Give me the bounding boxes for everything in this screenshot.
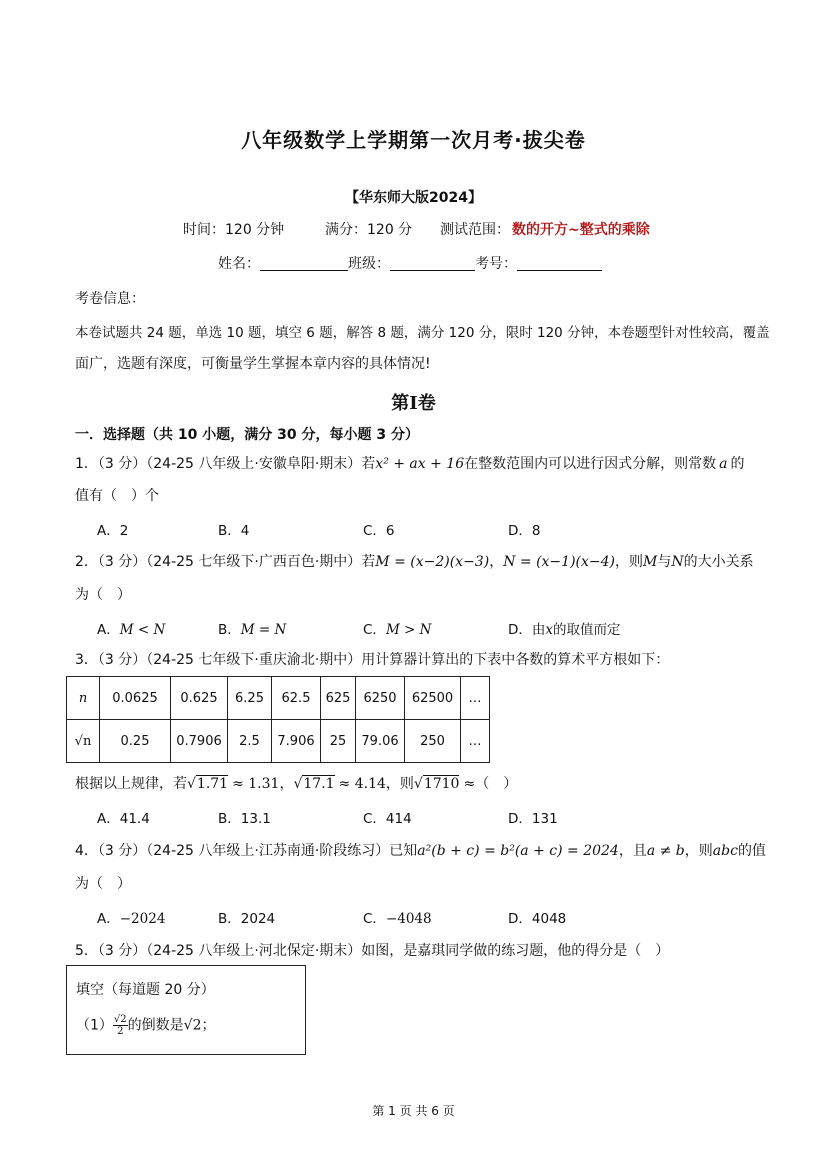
q4-option-d-label: D．	[508, 911, 532, 927]
exercise-item-mid: 的倒数是	[127, 1017, 184, 1034]
question-4-stem	[75, 840, 766, 860]
question-2-line-2: 为（ ）	[75, 587, 131, 603]
exam-time: 时间：120 分钟	[183, 222, 285, 238]
q2-option-d-pre: 由	[531, 622, 546, 638]
q2-option-d-post: 的取值而定	[553, 622, 621, 638]
name-label: 姓名：	[218, 256, 260, 272]
q3-approx-3: ≈（ ）	[463, 776, 518, 792]
sqrt-table	[66, 676, 490, 763]
q3-option-c[interactable]: C．414	[363, 811, 412, 827]
name-field[interactable]	[260, 256, 348, 271]
table-cell: 79.06	[356, 720, 405, 763]
q2-option-c-label: C．	[363, 622, 386, 638]
q2-end: 的大小关系	[683, 554, 754, 570]
q4-option-b-value: 2024	[240, 911, 276, 927]
q2-option-c[interactable]	[363, 618, 431, 638]
table-cell: 6250	[356, 677, 405, 720]
q1-mid: 在整数范围内可以进行因式分解，则常数	[464, 456, 717, 472]
page-footer: 第 1 页 共 6 页	[372, 1104, 455, 1118]
table-head-sqrt-n: √n	[67, 720, 100, 763]
table-cell: 62.5	[272, 677, 321, 720]
q4-option-d-value: 4048	[531, 911, 567, 927]
table-cell: 250	[405, 720, 461, 763]
q1-option-b[interactable]: B．4	[218, 523, 250, 539]
q4-then: ，则	[684, 843, 713, 859]
question-5-stem: 5．（3 分）（24-25 八年级上·河北保定·期末）如图，是嘉琪同学做的练习题，他的得分是（ ）	[75, 943, 670, 959]
table-cell: 6.25	[228, 677, 272, 720]
exam-info-line-1: 本卷试题共 24 题，单选 10 题，填空 6 题，解答 8 题，满分 120 分，限时 120 分钟，本卷题型针对性较高，覆盖	[75, 325, 770, 341]
q4-end: 的值	[737, 843, 766, 859]
table-head-n: n	[67, 677, 100, 720]
q1-option-d[interactable]: D．8	[508, 523, 541, 539]
q4-expression: a²(b + c) = b²(a + c) = 2024	[417, 843, 619, 859]
q4-option-c-value: −4048	[385, 911, 432, 927]
id-label: 考号：	[475, 256, 517, 272]
exam-range-value: 数的开方~整式的乘除	[512, 222, 650, 238]
q2-option-a-label: A．	[97, 622, 120, 638]
q2-option-a-value: M < N	[119, 622, 166, 638]
q4-var: abc	[712, 843, 738, 859]
exam-full-score: 满分：120 分	[325, 222, 413, 238]
q2-and: 与	[657, 554, 672, 570]
exam-range-label: 测试范围：	[440, 222, 510, 238]
q2-option-a[interactable]	[97, 618, 165, 638]
table-cell: 625	[321, 677, 356, 720]
q1-option-a[interactable]: A．2	[97, 523, 129, 539]
q2-option-c-value: M > N	[385, 622, 432, 638]
q4-option-d[interactable]	[508, 907, 566, 927]
q2-sep: ，	[489, 554, 504, 570]
q3-option-a[interactable]: A．41.4	[97, 811, 150, 827]
exam-info-heading: 考卷信息：	[75, 291, 145, 307]
q3-then: ，则	[385, 776, 414, 792]
q4-option-b[interactable]	[218, 907, 275, 927]
exercise-item-end: ；	[201, 1017, 216, 1034]
table-cell: …	[461, 677, 490, 720]
question-3-rule: 根据以上规律，若√1.71 ≈ 1.31，√17.1 ≈ 4.14，则√1710 ≈（ ）	[75, 776, 518, 792]
q3-radicand-3: 1710	[423, 776, 460, 792]
q3-rule-prefix: 根据以上规律，若	[75, 776, 187, 792]
table-cell: …	[461, 720, 490, 763]
q2-n: N	[671, 554, 684, 570]
edition-label: 【华东师大版2024】	[345, 190, 482, 206]
q1-end: 的	[730, 456, 745, 472]
table-row	[67, 677, 490, 720]
class-label: 班级：	[348, 256, 390, 272]
q4-option-a-label: A．	[97, 911, 120, 927]
q3-radicand-2: 17.1	[303, 776, 335, 792]
q2-expr-m: M = (x−2)(x−3)	[375, 554, 490, 570]
question-1-line-2: 值有（ ）个	[75, 488, 159, 504]
section-heading: 一．选择题（共 10 小题，满分 30 分，每小题 3 分）	[75, 427, 419, 443]
q3-option-b[interactable]: B．13.1	[218, 811, 271, 827]
q4-condition: a ≠ b	[646, 843, 685, 859]
part-heading: 第Ⅰ卷	[391, 393, 436, 414]
question-1-stem	[75, 453, 744, 473]
table-cell: 2.5	[228, 720, 272, 763]
q2-m: M	[642, 554, 658, 570]
q1-option-c[interactable]: C．6	[363, 523, 395, 539]
table-cell: 62500	[405, 677, 461, 720]
q3-approx-1: ≈ 1.31	[232, 776, 280, 792]
q4-prefix: 4．（3 分）（24-25 八年级上·江苏南通·阶段练习）已知	[75, 843, 418, 859]
fraction	[113, 1014, 128, 1037]
q3-comma: ，	[279, 776, 294, 792]
q2-option-d-label: D．	[508, 622, 532, 638]
q4-option-a-value: −2024	[119, 911, 166, 927]
question-3-stem: 3．（3 分）（24-25 七年级下·重庆渝北·期中）用计算器计算出的下表中各数的算术平方根如下：	[75, 652, 670, 668]
exercise-item-answer: √2	[183, 1017, 202, 1034]
table-cell: 0.25	[100, 720, 171, 763]
fraction-denominator: 2	[117, 1026, 124, 1037]
q2-option-d-var: x	[545, 622, 554, 638]
exam-info-line-2: 面广，选题有深度，可衡量学生掌握本章内容的具体情况!	[75, 356, 431, 372]
q1-expression: x² + ax + 16	[375, 456, 465, 472]
q2-option-b-label: B．	[218, 622, 241, 638]
student-fields	[218, 253, 602, 273]
exercise-box-title: 填空（每道题 20 分）	[76, 982, 215, 998]
table-row	[67, 720, 490, 763]
q1-var: a	[719, 456, 728, 472]
exercise-item-prefix: （1）	[76, 1017, 113, 1034]
q4-option-a[interactable]	[97, 907, 165, 927]
exercise-item-1	[76, 1014, 215, 1037]
table-cell: 0.7906	[171, 720, 228, 763]
table-cell: 0.0625	[100, 677, 171, 720]
q4-option-b-label: B．	[218, 911, 241, 927]
table-cell: 25	[321, 720, 356, 763]
table-cell: 0.625	[171, 677, 228, 720]
q2-option-b[interactable]	[218, 618, 286, 638]
page-title: 八年级数学上学期第一次月考·拔尖卷	[241, 128, 586, 152]
q4-mid: ，且	[618, 843, 647, 859]
q1-prefix: 1．（3 分）（24-25 八年级上·安徽阜阳·期末）若	[75, 456, 376, 472]
q2-expr-n: N = (x−1)(x−4)	[503, 554, 615, 570]
q3-approx-2: ≈ 4.14	[338, 776, 386, 792]
question-4-line-2: 为（ ）	[75, 876, 131, 892]
q2-option-b-value: M = N	[240, 622, 287, 638]
q3-option-d[interactable]: D．131	[508, 811, 558, 827]
class-field[interactable]	[390, 256, 475, 271]
q2-option-d[interactable]	[508, 618, 621, 638]
fraction-numerator: √2	[113, 1014, 127, 1025]
table-cell: 7.906	[272, 720, 321, 763]
q4-option-c-label: C．	[363, 911, 386, 927]
q4-option-c[interactable]	[363, 907, 432, 927]
question-2-stem	[75, 551, 754, 571]
q2-prefix: 2．（3 分）（24-25 七年级下·广西百色·期中）若	[75, 554, 376, 570]
q2-mid: ，则	[614, 554, 643, 570]
exercise-box	[66, 965, 306, 1055]
id-field[interactable]	[517, 256, 602, 271]
q3-radicand-1: 1.71	[196, 776, 229, 792]
